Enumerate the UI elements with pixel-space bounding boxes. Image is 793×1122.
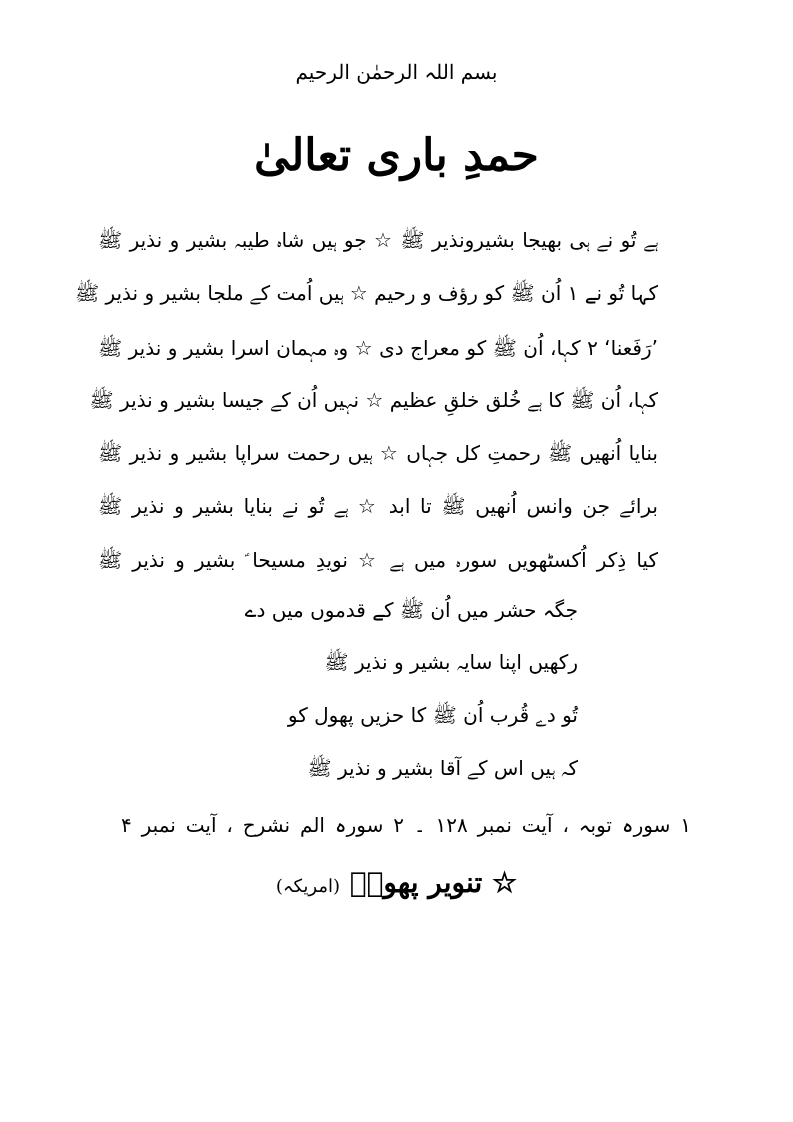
couplet-line: رکھیں اپنا سایہ بشیر و نذیر ﷺ bbox=[324, 650, 578, 674]
page-title: حمدِ باری تعالیٰ bbox=[254, 130, 539, 181]
author-location: (امریکہ) bbox=[275, 876, 341, 897]
couplet-line: جگہ حشر میں اُن ﷺ کے قدموں میں دے bbox=[244, 598, 578, 622]
verse-line: کیا ذِکر اُکسٹھویں سورہ میں ہے ☆ نویدِ مسیحا ؑ بشیر و نذیر ﷺ bbox=[98, 548, 658, 572]
verse-line: کہا تُو نے ۱ اُن ﷺ کو رؤف و رحیم ☆ ہیں اُمت کے ملجا بشیر و نذیر ﷺ bbox=[74, 281, 658, 305]
footnote-references: ۱ سورہ توبہ ، آیت نمبر ۱۲۸ ۔ ۲ سورہ الم نشرح ، آیت نمبر ۴ bbox=[121, 813, 692, 837]
verse-line: ’رَفَعنا‘ ۲ کہا، اُن ﷺ کو معراج دی ☆ وہ مہمان اسرا بشیر و نذیر ﷺ bbox=[98, 336, 658, 360]
verse-line: ہے تُو نے ہی بھیجا بشیرونذیر ﷺ ☆ جو ہیں شاہ طیبہ بشیر و نذیر ﷺ bbox=[98, 228, 658, 252]
bismillah-heading: بسم اللہ الرحمٰن الرحیم bbox=[295, 60, 498, 84]
couplet-line: تُو دے قُرب اُن ﷺ کا حزیں پھول کو bbox=[287, 703, 578, 727]
couplet-line: کہ ہیں اس کے آقا بشیر و نذیر ﷺ bbox=[307, 756, 578, 780]
verse-line: برائے جن وانس اُنھیں ﷺ تا ابد ☆ ہے تُو نے بنایا بشیر و نذیر ﷺ bbox=[98, 494, 658, 518]
author-signature bbox=[0, 866, 793, 899]
verse-line: بنایا اُنھیں ﷺ رحمتِ کل جہاں ☆ ہیں رحمت سراپا بشیر و نذیر ﷺ bbox=[98, 441, 658, 465]
verse-line: کہا، اُن ﷺ کا ہے خُلق خلقِ عظیم ☆ نہیں اُن کے جیسا بشیر و نذیر ﷺ bbox=[89, 388, 658, 412]
author-name: ☆ تنویر پھولؔ bbox=[349, 866, 518, 899]
